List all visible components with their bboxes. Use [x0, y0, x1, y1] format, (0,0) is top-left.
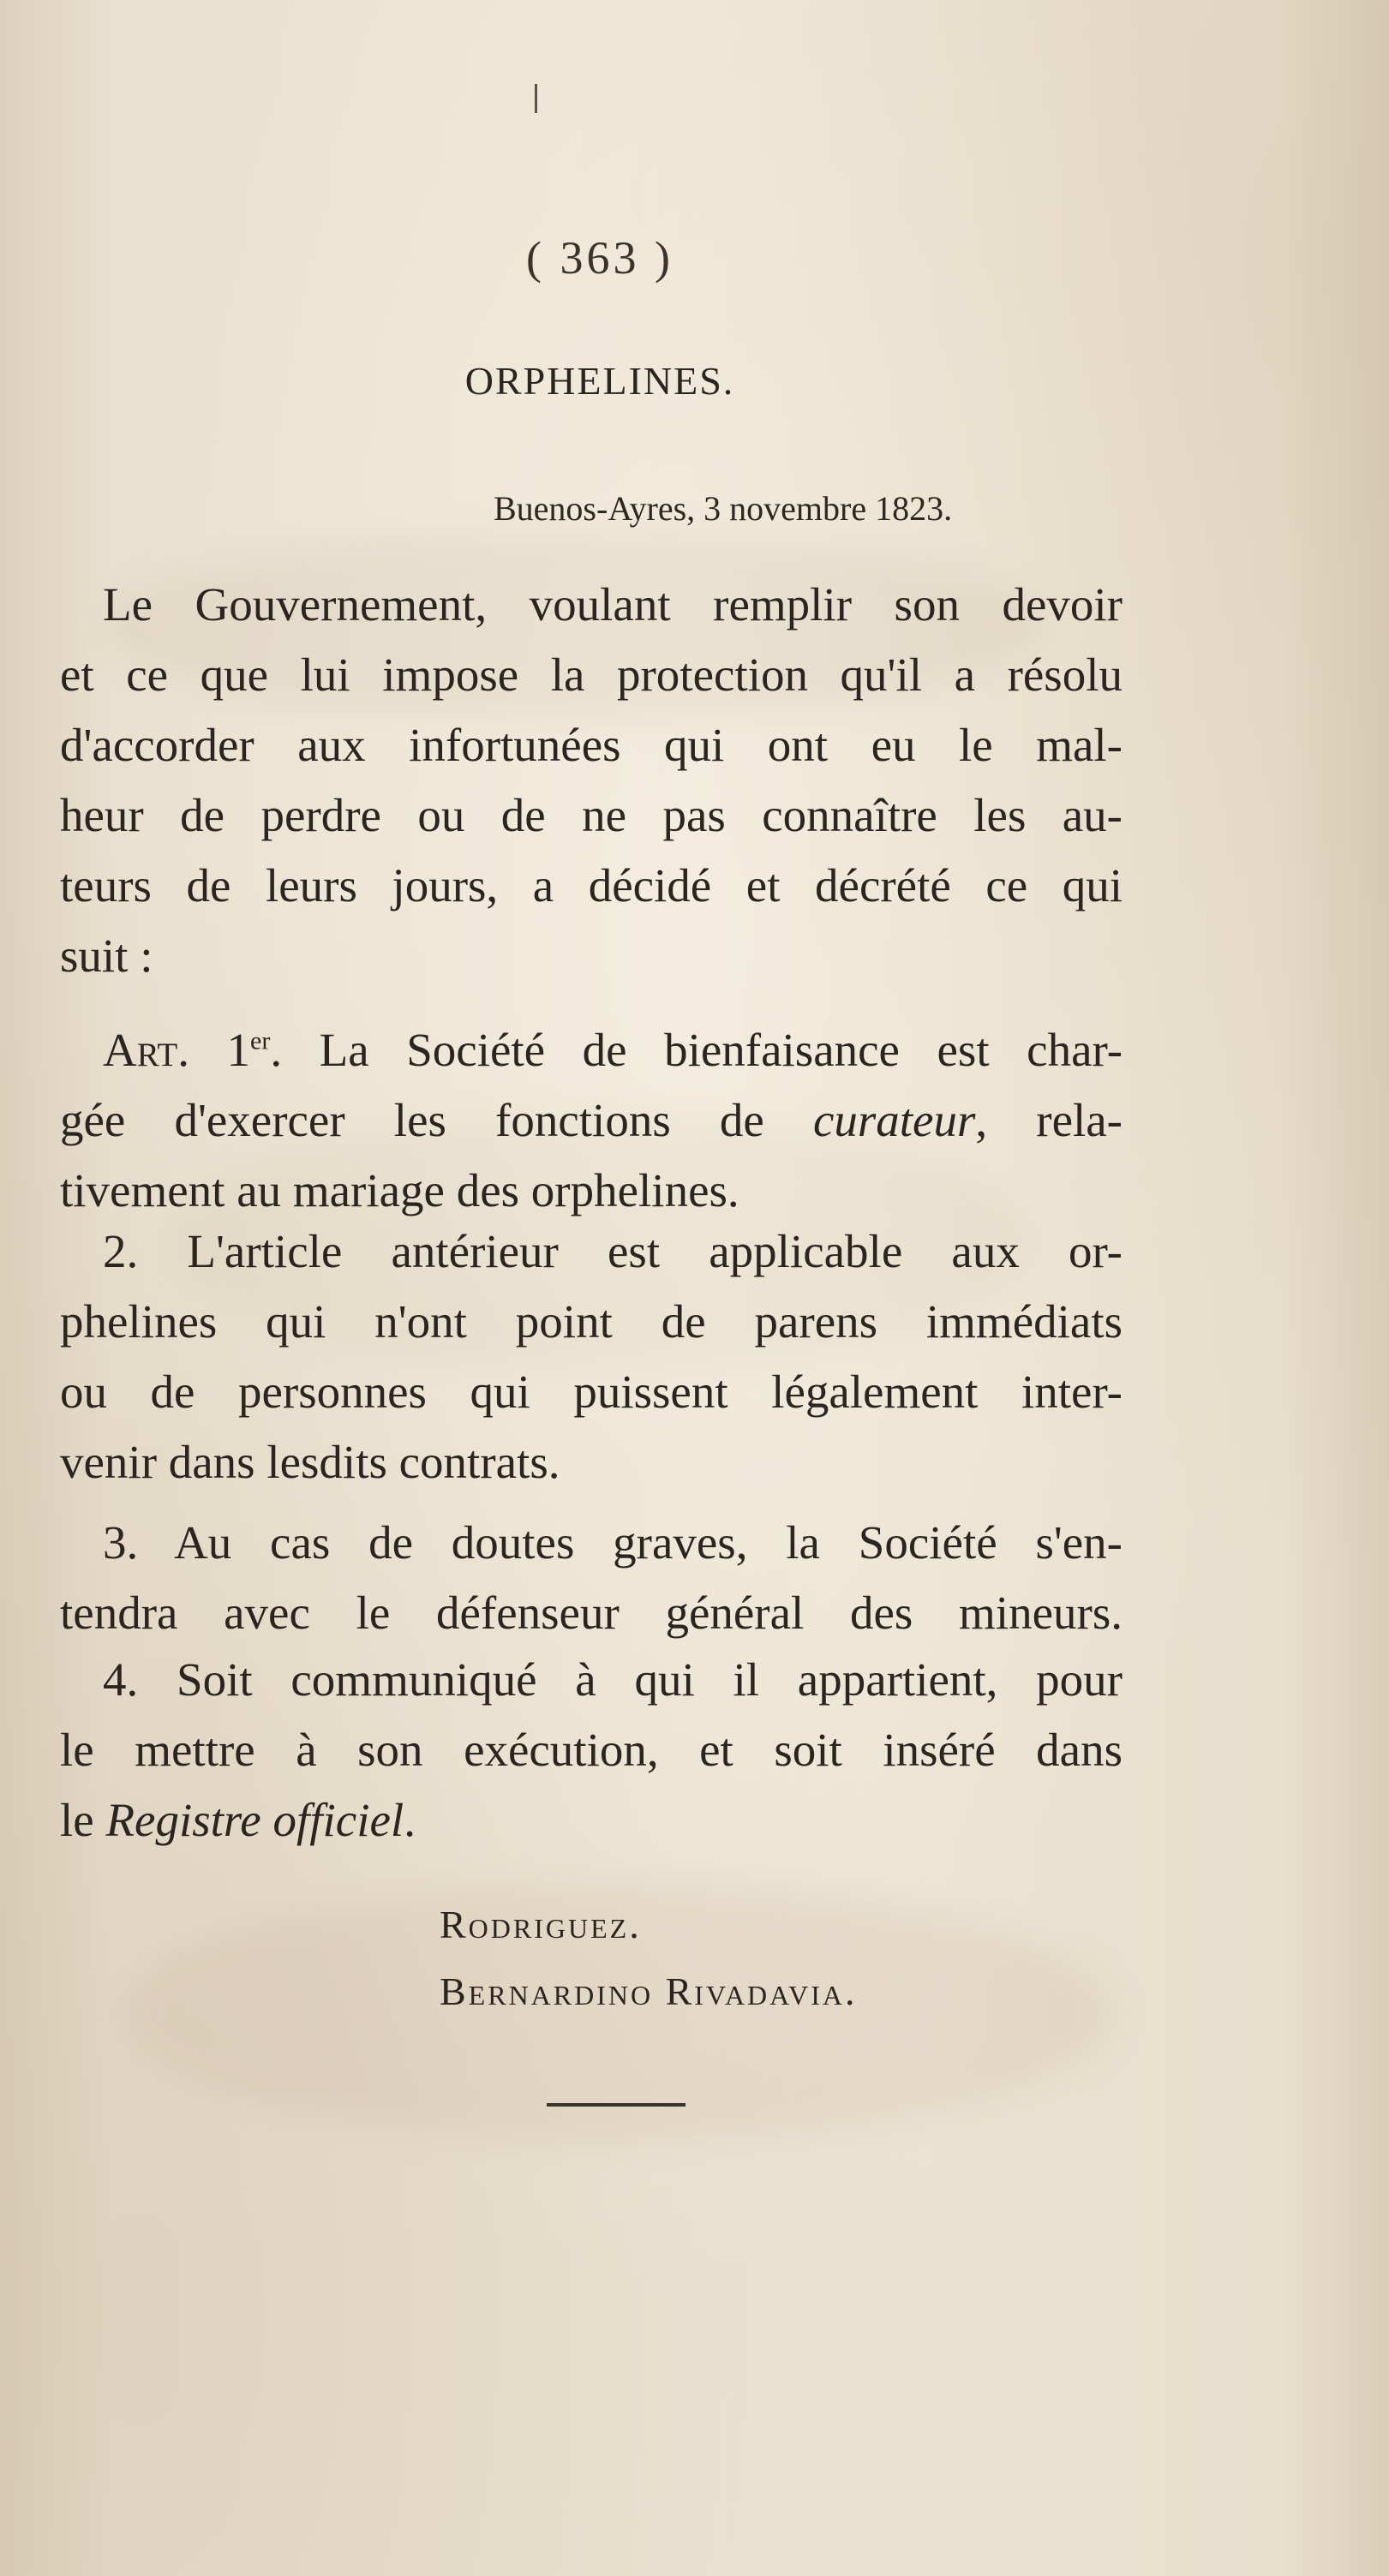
text-line: le mettre à son exécution, et soit inséré dans — [60, 1724, 1123, 1776]
article-3 — [60, 1508, 1123, 1648]
article-ordinal: er — [250, 1026, 271, 1055]
text-line: 3. Au cas de doutes graves, la Société s'en- — [103, 1516, 1123, 1569]
text-line — [60, 1785, 1123, 1856]
text-line: 4. Soit communiqué à qui il appartient, pour — [103, 1653, 1123, 1706]
dateline: Buenos-Ayres, 3 novembre 1823. — [494, 489, 953, 528]
text-line: teurs de leurs jours, a décidé et décrété ce qui — [60, 859, 1123, 911]
article-label: Art. — [103, 1024, 189, 1076]
page-number: ( 363 ) — [526, 232, 674, 284]
signature-rivadavia: Bernardino Rivadavia. — [440, 1969, 858, 2013]
text-line — [60, 1015, 1123, 1085]
text-line: tendra avec le défenseur général des mineurs. — [60, 1587, 1123, 1639]
text-fragment: gée d'exercer les fonctions de — [60, 1094, 813, 1146]
text-line: phelines qui n'ont point de parens immédiats — [60, 1295, 1123, 1348]
text-line: d'accorder aux infortunées qui ont eu le mal- — [60, 719, 1123, 771]
text-line: venir dans lesdits contrats. — [60, 1436, 560, 1488]
text-line: tivement au mariage des orphelines. — [60, 1164, 739, 1216]
text-line: heur de perdre ou de ne pas connaître les au- — [60, 789, 1123, 841]
text-line — [60, 1085, 1123, 1156]
text-fragment: , rela- — [975, 1094, 1123, 1146]
text-fragment: . — [404, 1794, 416, 1846]
italic-term: Registre officiel — [105, 1794, 404, 1846]
end-rule — [547, 2103, 686, 2107]
text-line: suit : — [60, 929, 153, 982]
preamble-paragraph — [60, 570, 1123, 991]
text-line: Le Gouvernement, voulant remplir son devoir — [103, 578, 1123, 631]
text-line: 2. L'article antérieur est applicable aux or- — [103, 1225, 1123, 1277]
article-number: 1 — [226, 1024, 251, 1076]
text-fragment: le — [60, 1794, 106, 1846]
text-line: et ce que lui impose la protection qu'il a résolu — [60, 648, 1123, 701]
article-4 — [60, 1645, 1123, 1856]
italic-term: curateur — [812, 1094, 976, 1146]
signature-rodriguez: Rodriguez. — [440, 1903, 642, 1946]
article-2 — [60, 1216, 1123, 1497]
page-title: ORPHELINES. — [464, 359, 735, 403]
text-fragment: . La Société de bienfaisance est char- — [270, 1024, 1123, 1076]
printer-mark — [535, 84, 537, 113]
text-line: ou de personnes qui puissent légalement inter- — [60, 1366, 1123, 1418]
article-1 — [60, 1015, 1123, 1226]
